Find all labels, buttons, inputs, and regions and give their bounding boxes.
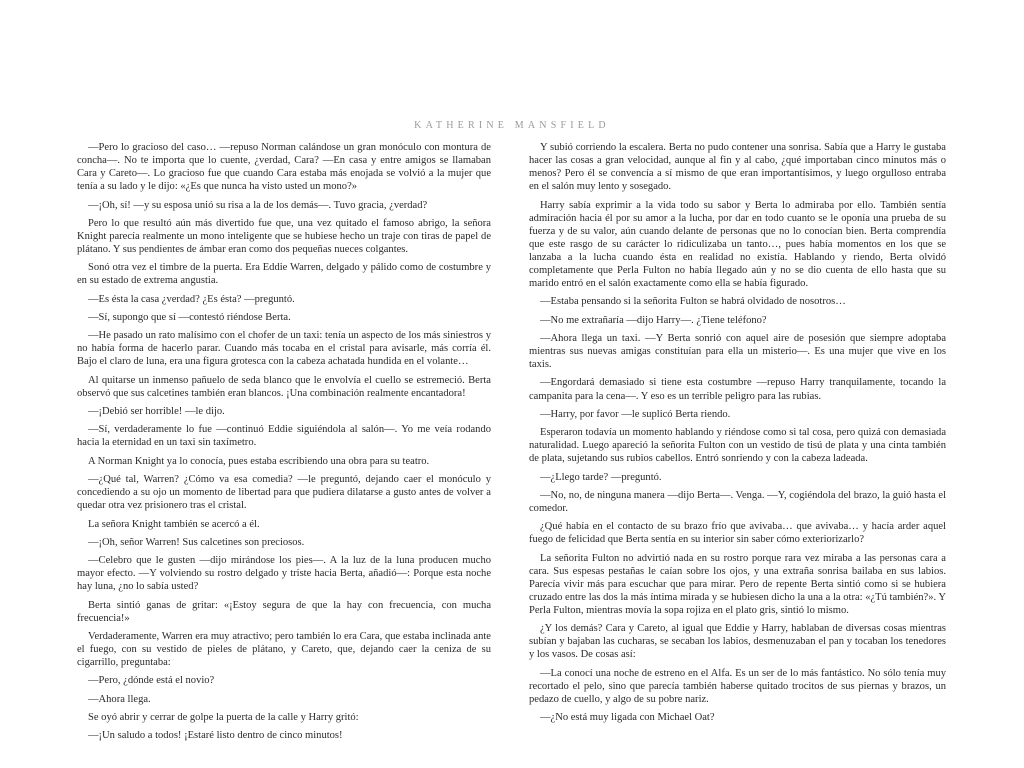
paragraph: —La conocí una noche de estreno en el Alfa. Es un ser de lo más fantástico. No sólo tenía muy recortado el pelo, sino que parecía también haberse quitado trocitos de sus piernas y brazos, un pedazo de cuello, y algo de su pobre nariz. [529,667,946,705]
paragraph: —¿No está muy ligada con Michael Oat? [540,712,715,724]
paragraph: Pero lo que resultó aún más divertido fue que, una vez quitado el famoso abrigo, la señora Knight parecía realmente un mono inteligente que se hubiese hecho un traje con tiras de papel de plátano. Y sus pendientes de ámbar eran como dos pequeñas nueces colgantes. [77,217,491,256]
paragraph: —¡Oh, señor Warren! Sus calcetines son preciosos. [88,536,305,548]
paragraph: —Ahora llega. [88,693,151,705]
paragraph: Al quitarse un inmenso pañuelo de seda blanco que le envolvía el cuello se estremeció. Berta observó que sus calcetines también eran blancos. ¡Una combinación realmente encantadora! [77,374,491,399]
paragraph: Sonó otra vez el timbre de la puerta. Era Eddie Warren, delgado y pálido como de costumbre y en su estado de extrema angustia. [77,262,491,287]
paragraph: —Celebro que le gusten —dijo mirándose los pies—. A la luz de la luna producen mucho mayor efecto. —Y volviendo su rostro delgado y triste hacia Berta, añadió—: Porque esta noche hay luna, ¿no lo sabía usted? [77,555,491,593]
paragraph: Y subió corriendo la escalera. Berta no pudo contener una sonrisa. Sabía que a Harry le gustaba hacer las cosas a gran velocidad, aunque al fin y al cabo, ¿qué importaban cinco minutos más o menos? Pero él se convencía a sí mismo de que eran importantísimos, y luego orgulloso entraba en el salón muy lento y sosegado. [529,142,946,193]
right-page-text [529,141,946,729]
paragraph: —Harry, por favor —le suplicó Berta riendo. [540,408,731,420]
paragraph: —Sí, verdaderamente lo fue —continuó Eddie siguiéndola al salón—. Yo me veía rodando hacia la eternidad en un taxi sin taxímetro. [77,424,491,449]
paragraph: —¿Llego tarde? —preguntó. [540,471,662,483]
paragraph: —Engordará demasiado si tiene esta costumbre —repuso Harry tranquilamente, tocando la campanita para la cena—. Y eso es un terrible peligro para las rubias. [529,377,946,402]
paragraph: Harry sabía exprimir a la vida todo su sabor y Berta lo admiraba por ello. También sentía admiración hacia él por su amor a la lucha, por dar en todo cuanto se le oponía una prueba de su fuerza y de su valor, aún cuando delante de personas que no lo conocían bien. Berta comprendía que este rasgo de su carácter lo ridiculizaba un tanto…, pues había momentos en los que se lanzaba a la lucha cuando ésta en realidad no existía. Hablando y riendo, Berta olvidó completamente que Perla Fulton no había llegado aún y no se dio cuenta de ello hasta que su marido entró en el salón exactamente como ella se había figurado. [529,199,946,290]
paragraph: —Estaba pensando si la señorita Fulton se habrá olvidado de nosotros… [540,296,846,308]
paragraph: Esperaron todavía un momento hablando y riéndose como si tal cosa, pero quizá con demasiada naturalidad. Luego apareció la señorita Fulton con un vestido de tisú de plata y una cinta también de plata, sujetando sus rubios cabellos. Entró sonriendo y con la cabeza ladeada. [529,427,946,465]
paragraph: —¿Qué tal, Warren? ¿Cómo va esa comedia? —le preguntó, dejando caer el monóculo y concediendo a su ojo un momento de libertad para que pudiera dilatarse a gusto antes de volver a quedar otra vez prisionero tras el cristal. [77,474,491,512]
paragraph: A Norman Knight ya lo conocía, pues estaba escribiendo una obra para su teatro. [88,455,430,467]
paragraph: —¡Debió ser horrible! —le dijo. [88,406,225,418]
paragraph: La señora Knight también se acercó a él. [88,518,260,530]
running-header-author: KATHERINE MANSFIELD [414,120,610,131]
paragraph: —Es ésta la casa ¿verdad? ¿Es ésta? —preguntó. [88,293,295,305]
paragraph: —Pero, ¿dónde está el novio? [88,675,215,687]
paragraph: Verdaderamente, Warren era muy atractivo; pero también lo era Cara, que estaba inclinada ante el fuego, con su vestido de pieles de plátano, y Careto, que, dejando caer la ceniza de su cigarrillo, preguntaba: [77,630,491,669]
paragraph: —He pasado un rato malísimo con el chofer de un taxi: tenía un aspecto de los más siniestros y no había forma de hacerlo parar. Cuando más tocaba en el cristal para avisarle, más corría él. Bajo el claro de luna, era una figura grotesca con la cabeza achatada hundida en el volante… [77,330,491,368]
paragraph: —Sí, supongo que sí —contestó riéndose Berta. [88,311,291,323]
paragraph: —No me extrañaría —dijo Harry—. ¿Tiene teléfono? [540,314,767,326]
paragraph: —Pero lo gracioso del caso… —repuso Norman calándose un gran monóculo con montura de concha—. No te importa que lo cuente, ¿verdad, Cara? —En casa y entre amigos se llamaban Cara y Careto—. Lo gracioso fue que cuando Cara estaba más enojada se volvió a la mujer que tenía a su lado y le dijo: «¿Es que nunca ha visto usted un mono?» [77,142,491,193]
paragraph: Berta sintió ganas de gritar: «¡Estoy segura de que la hay con frecuencia, con mucha frecuencia!» [77,599,491,624]
left-page-text [77,141,491,748]
paragraph: ¿Qué había en el contacto de su brazo frío que avivaba… que avivaba… y hacía arder aquel fuego de felicidad que Berta sentía en su interior sin saber cómo exteriorizarlo? [529,521,946,546]
paragraph: —Ahora llega un taxi. —Y Berta sonrió con aquel aire de posesión que siempre adoptaba mientras sus nuevas amigas constituían para ella un misterio—. Es una mujer que vive en los taxis. [529,332,946,371]
paragraph: La señorita Fulton no advirtió nada en su rostro porque rara vez miraba a las personas cara a cara. Sus espesas pestañas le caían sobre los ojos, y una extraña sonrisa bailaba en sus labios. Parecía vivir más para escuchar que para mirar. Pero de repente Berta sintió como si se hubiera cruzado entre las dos la más íntima mirada y se hubiesen dicho la una a la otra: «¿Tú también?». Y Perla Fulton, mientras movía la sopa rojiza en el plato gris, sintió lo mismo. [529,552,946,616]
paragraph: —¡Oh, sí! —y su esposa unió su risa a la de los demás—. Tuvo gracia, ¿verdad? [88,199,428,211]
paragraph: Se oyó abrir y cerrar de golpe la puerta de la calle y Harry gritó: [88,711,359,723]
paragraph: ¿Y los demás? Cara y Careto, al igual que Eddie y Harry, hablaban de diversas cosas mientras subían y bajaban las cucharas, se secaban los labios, desmenuzaban el pan y tocaban los tenedores y los vasos. De cosas así: [529,623,946,661]
paragraph: —¡Un saludo a todos! ¡Estaré listo dentro de cinco minutos! [88,730,343,742]
paragraph: —No, no, de ninguna manera —dijo Berta—. Venga. —Y, cogiéndola del brazo, la guió hasta el comedor. [529,489,946,514]
